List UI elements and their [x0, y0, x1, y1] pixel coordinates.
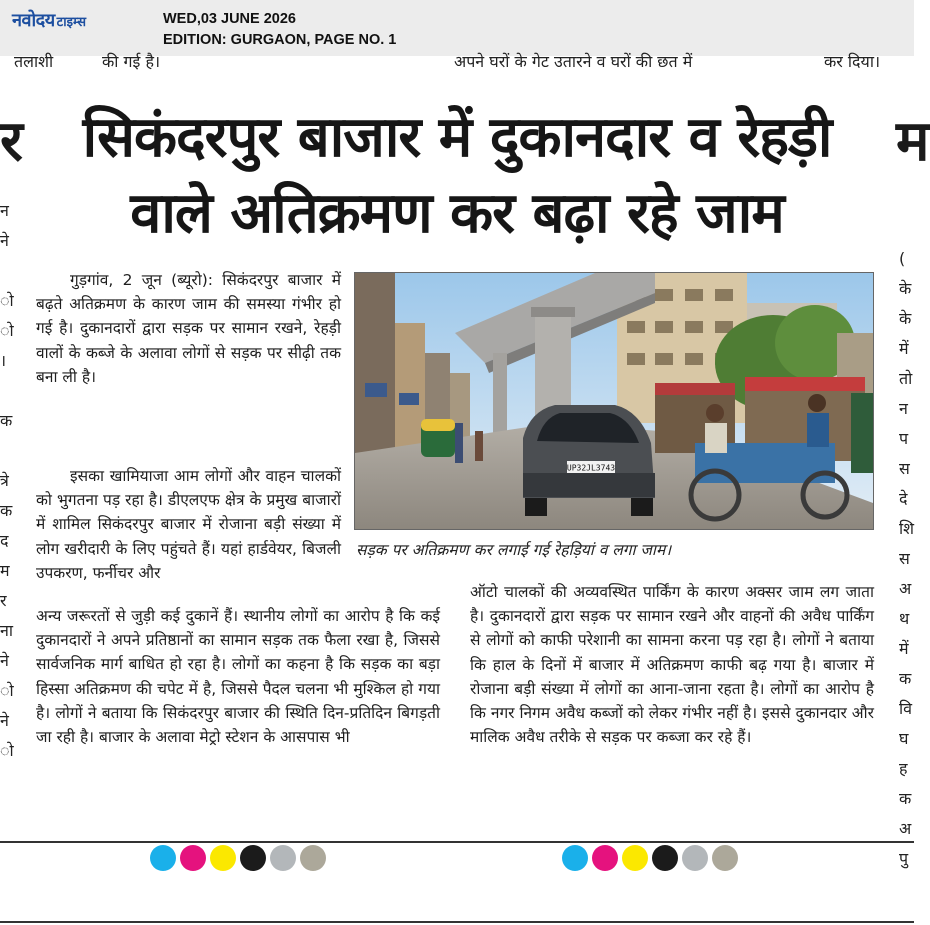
logo-sub: टाइम्स: [56, 15, 86, 30]
reg-dot-yellow: [622, 845, 648, 871]
previous-story-strip: [0, 52, 914, 76]
page-bottom-rule: [0, 921, 914, 923]
left-column-headline-fragment: र: [0, 109, 23, 174]
strip-left-b: की गई है।: [102, 52, 161, 71]
registration-marks-right: [562, 845, 738, 871]
strip-right-a: अपने घरों के गेट उतारने व घरों की छत में: [454, 52, 693, 71]
reg-dot-black: [240, 845, 266, 871]
article-paragraph-1: गुड़गांव, 2 जून (ब्यूरो): सिकंदरपुर बाजार में बढ़ते अतिक्रमण के कारण जाम की समस्या गंभीर हो गई है। दुकानदारों द्वारा सड़क पर सामान रखने, रेहड़ी वालों के कब्जे के अलावा लोगों से सड़क पर सीढ़ी तक बना ली है।: [36, 271, 341, 386]
edition-info: [163, 9, 396, 51]
strip-right-b: कर दिया।: [824, 52, 881, 71]
reg-dot-grey: [682, 845, 708, 871]
registration-marks-left: [150, 845, 326, 871]
photo-caption: सड़क पर अतिक्रमण कर लगाई गई रेहड़ियां व लगा जाम।: [356, 541, 672, 559]
logo-main: नवोदय: [12, 10, 55, 31]
reg-dot-cyan: [150, 845, 176, 871]
reg-dot-cyan: [562, 845, 588, 871]
reg-dot-yellow: [210, 845, 236, 871]
article-paragraph-4: ऑटो चालकों की अव्यवस्थित पार्किंग के कारण अक्सर जाम लग जाता है। दुकानदारों द्वारा सड़क पर सामान रखने और वाहनों की अवैध पार्किंग से लोगों को काफी परेशानी का सामना करना पड़ रहा है। लोगों ने बताया कि हाल के दिनों में बाजार में अतिक्रमण काफी बढ़ गया है। बाजार में रोजाना बड़ी संख्या में लोगों का आना-जाना रहता है। लोगों का आरोप है कि नगर निगम अवैध कब्जों को लेकर गंभीर नहीं है। इससे दुकानदार और मालिक अवैध तरीके से सड़क पर कब्जा कर रहे हैं।: [470, 583, 875, 747]
market-street-photo: [355, 273, 873, 529]
article-photo: [354, 272, 874, 530]
headline-line-1: सिकंदरपुर बाजार में दुकानदार व रेहड़ी: [82, 105, 832, 170]
date-line: WED,03 JUNE 2026: [163, 11, 296, 27]
newspaper-logo: [12, 8, 86, 32]
article-paragraph-2: इसका खामियाजा आम लोगों और वाहन चालकों को भुगतना पड़ रहा है। डीएलएफ क्षेत्र के प्रमुख बाजारों में शामिल सिकंदरपुर बाजार में रोजाना बड़ी संख्या में लोग खरीदारी के लिए पहुंचते हैं। यहां हार्डवेयर, बिजली उपकरण, फर्नीचर और: [36, 467, 341, 582]
reg-dot-magenta: [592, 845, 618, 871]
strip-left-a: तलाशी: [14, 52, 54, 71]
headline-line-2: वाले अतिक्रमण कर बढ़ा रहे जाम: [130, 181, 784, 246]
article-paragraph-3: अन्य जरूरतों से जुड़ी कई दुकानें हैं। स्थानीय लोगों का आरोप है कि कई दुकानदारों ने अपने प्रतिष्ठानों का सामान सड़क तक फैला रखा है, जिससे सार्वजनिक मार्ग बाधित हो रहा है। लोगों का कहना है कि सड़क का बड़ा हिस्सा अतिक्रमण की चपेट में है, जिससे पैदल चलना भी मुश्किल हो गया है। लोगों ने बताया कि सिकंदरपुर बाजार की स्थिति दिन-प्रतिदिन बिगड़ती जा रही है। बाजार के अलावा मेट्रो स्टेशन के आसपास भी: [36, 607, 440, 747]
reg-dot-magenta: [180, 845, 206, 871]
reg-dot-grey: [270, 845, 296, 871]
reg-dot-taupe: [712, 845, 738, 871]
right-column-headline-fragment: म: [896, 109, 930, 174]
right-neighbour-column-fragment: ( के के में तो न प स दे शि स अ थ में क वि घ ह क अ पु: [899, 249, 915, 868]
article-headline: [22, 100, 892, 252]
reg-dot-taupe: [300, 845, 326, 871]
bottom-rule: [0, 841, 914, 843]
number-plate: UP32JL3743: [566, 463, 616, 473]
edition-line: EDITION: GURGAON, PAGE NO. 1: [163, 32, 397, 48]
left-neighbour-column-fragment: न ने ो ो । क त्रे क द म र ना ने ो ने ो: [0, 201, 14, 760]
masthead-bar: [0, 0, 914, 56]
reg-dot-black: [652, 845, 678, 871]
